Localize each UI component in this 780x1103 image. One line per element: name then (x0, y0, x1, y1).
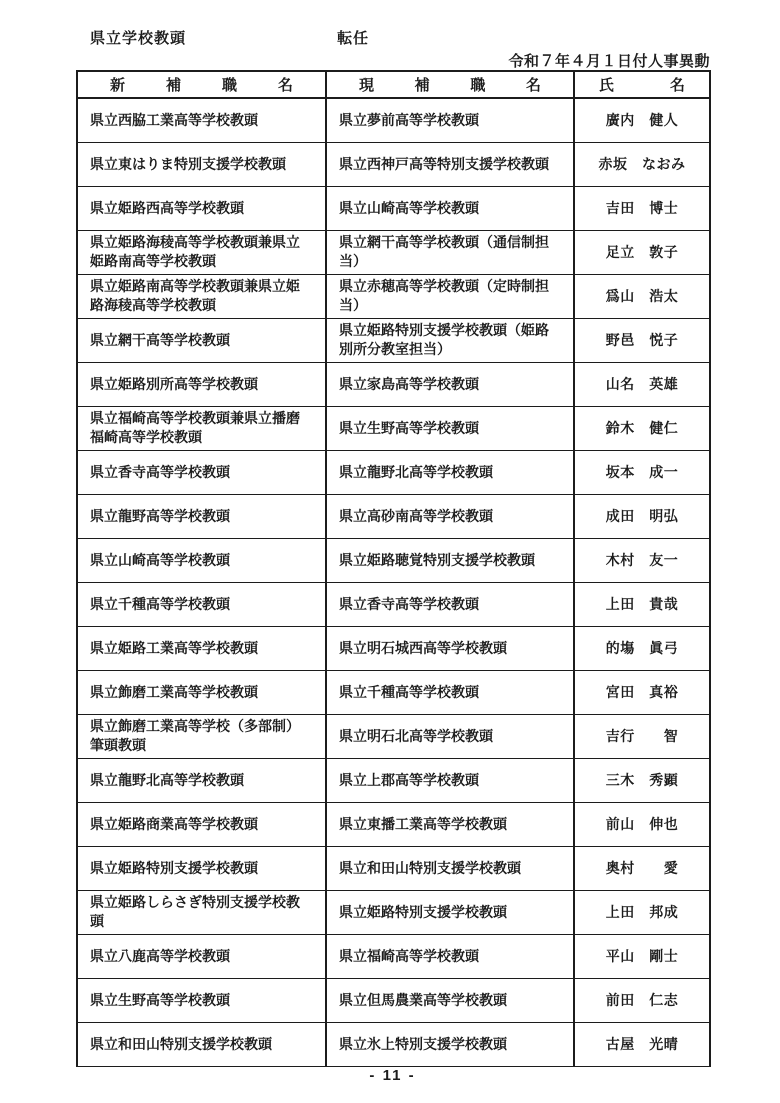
current-position-cell: 県立姫路特別支援学校教頭 (326, 890, 574, 934)
current-position-cell: 県立千種高等学校教頭 (326, 670, 574, 714)
new-position-cell: 県立飾磨工業高等学校（多部制）筆頭教頭 (77, 714, 326, 758)
person-name-cell: 前田 仁志 (574, 978, 710, 1022)
current-position-cell: 県立明石北高等学校教頭 (326, 714, 574, 758)
person-name-cell: 古屋 光晴 (574, 1022, 710, 1066)
table-row (77, 538, 710, 582)
table-row (77, 714, 710, 758)
table-row (77, 450, 710, 494)
person-name-cell: 赤坂 なおみ (574, 142, 710, 186)
person-name-cell: 成田 明弘 (574, 494, 710, 538)
current-position-cell: 県立山崎高等学校教頭 (326, 186, 574, 230)
col-header-new-position: 新 補 職 名 (77, 71, 326, 98)
person-name-cell: 鈴木 健仁 (574, 406, 710, 450)
table-row (77, 670, 710, 714)
new-position-cell: 県立姫路特別支援学校教頭 (77, 846, 326, 890)
table-row (77, 494, 710, 538)
current-position-cell: 県立明石城西高等学校教頭 (326, 626, 574, 670)
person-name-cell: 奥村 愛 (574, 846, 710, 890)
person-name-cell: 山名 英雄 (574, 362, 710, 406)
table-row (77, 318, 710, 362)
person-name-cell: 吉行 智 (574, 714, 710, 758)
person-name-cell: 野邑 悦子 (574, 318, 710, 362)
person-name-cell: 足立 敦子 (574, 230, 710, 274)
table-row (77, 1022, 710, 1066)
new-position-cell: 県立生野高等学校教頭 (77, 978, 326, 1022)
person-name-cell: 廣内 健人 (574, 98, 710, 142)
new-position-cell: 県立和田山特別支援学校教頭 (77, 1022, 326, 1066)
person-name-cell: 木村 友一 (574, 538, 710, 582)
new-position-cell: 県立姫路南高等学校教頭兼県立姫路海稜高等学校教頭 (77, 274, 326, 318)
table-row (77, 406, 710, 450)
page-number: - 11 - (369, 1067, 416, 1084)
table-row (77, 98, 710, 142)
current-position-cell: 県立上郡高等学校教頭 (326, 758, 574, 802)
person-name-cell: 爲山 浩太 (574, 274, 710, 318)
new-position-cell: 県立八鹿高等学校教頭 (77, 934, 326, 978)
table-row (77, 274, 710, 318)
current-position-cell: 県立香寺高等学校教頭 (326, 582, 574, 626)
person-name-cell: 三木 秀顕 (574, 758, 710, 802)
current-position-cell: 県立西神戸高等特別支援学校教頭 (326, 142, 574, 186)
table-row (77, 362, 710, 406)
person-name-cell: 上田 貴哉 (574, 582, 710, 626)
current-position-cell: 県立但馬農業高等学校教頭 (326, 978, 574, 1022)
person-name-cell: 宮田 真裕 (574, 670, 710, 714)
current-position-cell: 県立生野高等学校教頭 (326, 406, 574, 450)
new-position-cell: 県立姫路しらさぎ特別支援学校教頭 (77, 890, 326, 934)
person-name-cell: 吉田 博士 (574, 186, 710, 230)
current-position-cell: 県立龍野北高等学校教頭 (326, 450, 574, 494)
current-position-cell: 県立姫路聴覚特別支援学校教頭 (326, 538, 574, 582)
person-name-cell: 的塲 眞弓 (574, 626, 710, 670)
person-name-cell: 上田 邦成 (574, 890, 710, 934)
current-position-cell: 県立和田山特別支援学校教頭 (326, 846, 574, 890)
category-label: 県立学校教頭 (90, 30, 187, 47)
table-row (77, 142, 710, 186)
current-position-cell: 県立網干高等学校教頭（通信制担当） (326, 230, 574, 274)
table-row (77, 582, 710, 626)
table-row (77, 978, 710, 1022)
new-position-cell: 県立東はりま特別支援学校教頭 (77, 142, 326, 186)
current-position-cell: 県立家島高等学校教頭 (326, 362, 574, 406)
table-row (77, 186, 710, 230)
current-position-cell: 県立福崎高等学校教頭 (326, 934, 574, 978)
current-position-cell: 県立赤穂高等学校教頭（定時制担当） (326, 274, 574, 318)
new-position-cell: 県立山崎高等学校教頭 (77, 538, 326, 582)
current-position-cell: 県立姫路特別支援学校教頭（姫路別所分教室担当） (326, 318, 574, 362)
new-position-cell: 県立西脇工業高等学校教頭 (77, 98, 326, 142)
person-name-cell: 坂本 成一 (574, 450, 710, 494)
new-position-cell: 県立姫路海稜高等学校教頭兼県立姫路南高等学校教頭 (77, 230, 326, 274)
current-position-cell: 県立東播工業高等学校教頭 (326, 802, 574, 846)
table-row (77, 802, 710, 846)
new-position-cell: 県立千種高等学校教頭 (77, 582, 326, 626)
table-row (77, 626, 710, 670)
current-position-cell: 県立夢前高等学校教頭 (326, 98, 574, 142)
new-position-cell: 県立姫路別所高等学校教頭 (77, 362, 326, 406)
person-name-cell: 平山 剛士 (574, 934, 710, 978)
col-header-current-position: 現 補 職 名 (326, 71, 574, 98)
current-position-cell: 県立高砂南高等学校教頭 (326, 494, 574, 538)
table-header-row (77, 71, 710, 98)
col-header-name: 氏 名 (574, 71, 710, 98)
personnel-transfer-table (76, 70, 711, 1067)
new-position-cell: 県立飾磨工業高等学校教頭 (77, 670, 326, 714)
new-position-cell: 県立龍野高等学校教頭 (77, 494, 326, 538)
table-row (77, 890, 710, 934)
new-position-cell: 県立香寺高等学校教頭 (77, 450, 326, 494)
table-row (77, 230, 710, 274)
new-position-cell: 県立網干高等学校教頭 (77, 318, 326, 362)
effective-date-line: 令和７年４月１日付人事異動 (508, 53, 710, 70)
transfer-type-label: 転任 (337, 30, 370, 47)
person-name-cell: 前山 伸也 (574, 802, 710, 846)
new-position-cell: 県立龍野北高等学校教頭 (77, 758, 326, 802)
new-position-cell: 県立姫路商業高等学校教頭 (77, 802, 326, 846)
table-row (77, 934, 710, 978)
table-row (77, 758, 710, 802)
current-position-cell: 県立氷上特別支援学校教頭 (326, 1022, 574, 1066)
table-row (77, 846, 710, 890)
new-position-cell: 県立姫路工業高等学校教頭 (77, 626, 326, 670)
new-position-cell: 県立姫路西高等学校教頭 (77, 186, 326, 230)
new-position-cell: 県立福崎高等学校教頭兼県立播磨福崎高等学校教頭 (77, 406, 326, 450)
